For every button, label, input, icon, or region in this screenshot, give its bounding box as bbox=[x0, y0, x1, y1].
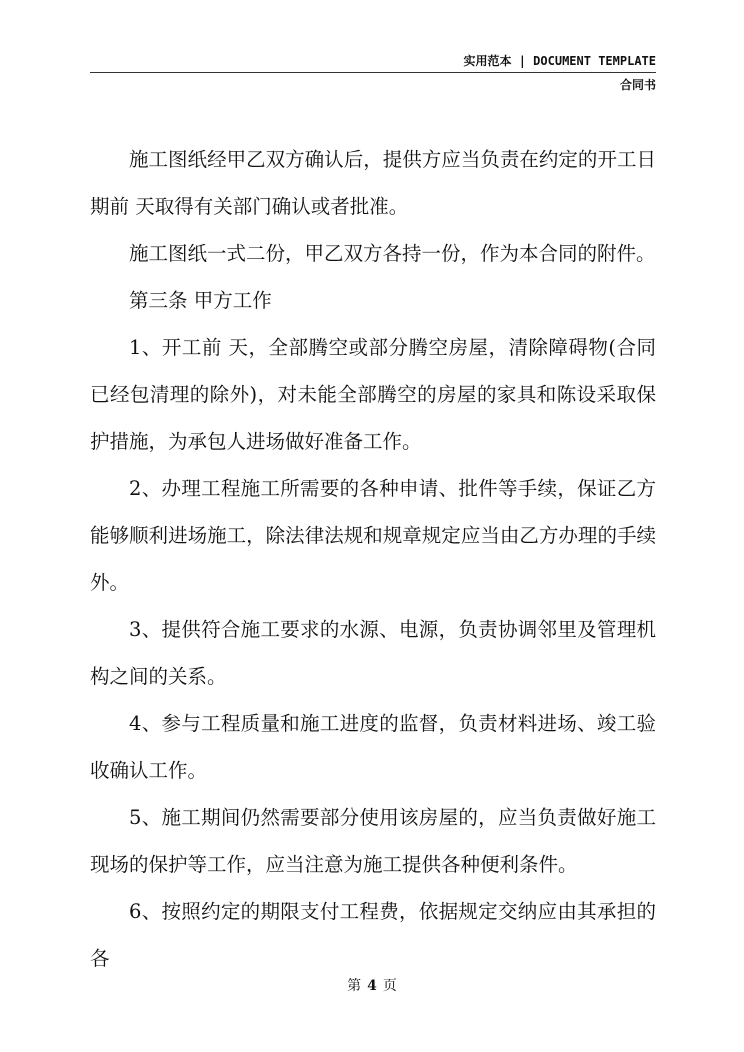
page-header bbox=[90, 52, 656, 92]
clause-1: 1、开工前 天，全部腾空或部分腾空房屋，清除障碍物(合同已经包清理的除外)，对未能全部腾空的房屋的家具和陈设采取保护措施，为承包人进场做好准备工作。 bbox=[90, 336, 656, 453]
page-footer bbox=[0, 975, 744, 995]
header-subtitle: 合同书 bbox=[619, 78, 656, 92]
footer-suffix: 页 bbox=[382, 978, 397, 994]
document-body bbox=[90, 136, 656, 982]
clause-3: 3、提供符合施工要求的水源、电源，负责协调邻里及管理机构之间的关系。 bbox=[90, 618, 656, 688]
paragraph-drawing-copies: 施工图纸一式二份，甲乙双方各持一份，作为本合同的附件。 bbox=[129, 242, 656, 265]
footer-prefix: 第 bbox=[347, 978, 362, 994]
clause-5: 5、施工期间仍然需要部分使用该房屋的，应当负责做好施工现场的保护等工作，应当注意为施工提供各种便利条件。 bbox=[90, 806, 656, 876]
header-divider bbox=[90, 72, 656, 73]
header-title: 实用范本 | DOCUMENT TEMPLATE bbox=[463, 54, 656, 68]
section-heading-party-a-work: 第三条 甲方工作 bbox=[129, 289, 272, 312]
clause-2: 2、办理工程施工所需要的各种申请、批件等手续，保证乙方能够顺利进场施工，除法律法规和规章规定应当由乙方办理的手续外。 bbox=[90, 477, 656, 594]
page-number: 4 bbox=[367, 978, 377, 994]
clause-6: 6、按照约定的期限支付工程费，依据规定交纳应由其承担的各 bbox=[90, 900, 656, 970]
paragraph-drawing-confirmation: 施工图纸经甲乙双方确认后，提供方应当负责在约定的开工日期前 天取得有关部门确认或者批准。 bbox=[90, 148, 656, 218]
clause-4: 4、参与工程质量和施工进度的监督，负责材料进场、竣工验收确认工作。 bbox=[90, 712, 656, 782]
